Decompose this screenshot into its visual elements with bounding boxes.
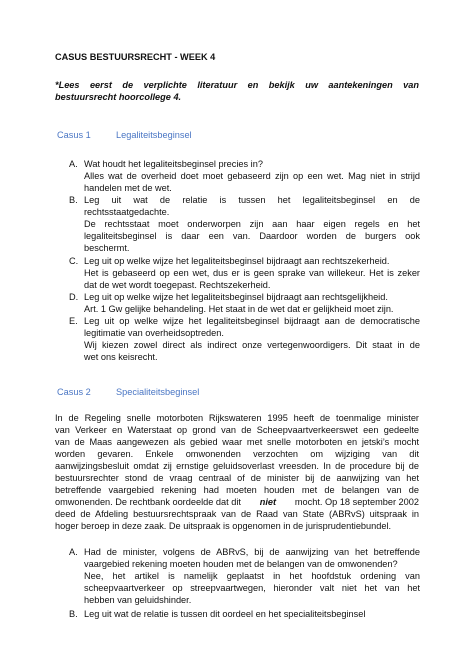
casus1-e-line: Leg uit op welke wijze het legaliteitsbeginsel bijdraagt aan de democratische: [84, 316, 420, 326]
casus1-b-line: legaliteitsbeginsel is daar een van. Daardoor worden de burgers ook: [84, 231, 420, 241]
casus1-label: Casus 1: [57, 130, 91, 140]
casus2-paragraph-line: betreffende vaargebied rekening had moeten houden met de belangen van de: [55, 485, 419, 495]
intro-line-2: bestuursrecht hoorcollege 4.: [55, 92, 182, 102]
casus2-a-line: vaargebied rekening moeten houden met de belangen van de omwonenden?: [84, 559, 398, 569]
casus2-paragraph-line: van Verkeer en Waterstaat op grond van de Scheepvaartverkeerswet een gedeelte: [55, 425, 419, 435]
casus2-paragraph-line: aanwijzingsbesluit omdat zij ernstige geluidsoverlast vreesden. In de procedure bij de: [55, 461, 419, 471]
casus2-label: Casus 2: [57, 387, 91, 397]
casus1-a-line: handelen met de wet.: [84, 183, 172, 193]
casus2-b-line: Leg uit wat de relatie is tussen dit oordeel en het specialiteitsbeginsel: [84, 609, 366, 619]
casus2-paragraph-line: hoger beroep in deze zaak. De uitspraak is opgenomen in de jurisprudentiebundel.: [55, 521, 392, 531]
casus1-a-marker: A.: [69, 159, 78, 169]
casus1-c-line: dat de wet wordt toegepast. Rechtszekerheid.: [84, 280, 271, 290]
casus1-b-line: Leg uit wat de relatie is tussen het legaliteitsbeginsel en de: [84, 195, 420, 205]
casus2-b-marker: B.: [69, 609, 78, 619]
paragraph-fragment: mocht. Op 18 september 2002: [294, 497, 419, 507]
casus2-paragraph-line: bestuursrechter stond de vraag centraal of de minister bij de aanwijzing van het: [55, 473, 419, 483]
casus1-b-line: beschermt.: [84, 243, 130, 253]
casus2-paragraph-line: In de Regeling snelle motorboten Rijkswateren 1995 heeft de toenmalige minister: [55, 413, 419, 423]
casus1-b-line: rechtsstaatgedachte.: [84, 207, 170, 217]
casus2-subject: Specialiteitsbeginsel: [116, 387, 200, 397]
casus1-b-line: De rechtsstaat moet onderworpen zijn aan haar eigen regels en het: [84, 219, 420, 229]
casus2-paragraph-line: worden gevaren. Enkele omwonenden verzochten om wijziging van dit: [55, 449, 419, 459]
casus1-e-marker: E.: [69, 316, 78, 326]
casus1-e-line: wet ons keisrecht.: [84, 352, 158, 362]
casus1-d-marker: D.: [69, 292, 79, 302]
casus1-a-line: Alles wat de overheid doet moet gebaseerd zijn op een wet. Mag niet in strijd: [84, 171, 420, 181]
casus2-a-marker: A.: [69, 547, 78, 557]
intro-line-1: *Lees eerst de verplichte literatuur en bekijk uw aantekeningen van: [55, 80, 419, 90]
casus2-paragraph-line: van de Maas aangewezen als gebied waar met snelle motorboten en jetski’s mocht: [55, 437, 419, 447]
emphasis-niet: niet: [259, 497, 277, 507]
casus1-e-line: legitimatie van overheidsoptreden.: [84, 328, 224, 338]
casus2-a-line: Nee, het artikel is namelijk geplaatst in het hoofdstuk ordening van: [84, 571, 420, 581]
casus2-a-line: hebben van geluidshinder.: [84, 595, 192, 605]
casus2-a-line: scheepvaartverkeer op streepvaartwegen, hieronder valt niet het van het: [84, 583, 420, 593]
casus1-c-marker: C.: [69, 256, 79, 266]
casus1-d-line: Art. 1 Gw gelijke behandeling. Het staat in de wet dat er gelijkheid moet zijn.: [84, 304, 394, 314]
casus1-b-marker: B.: [69, 195, 78, 205]
casus1-e-line: Wij kiezen zowel direct als indirect onze vertegenwoordigers. Dit staat in de: [84, 340, 420, 350]
casus1-subject: Legaliteitsbeginsel: [116, 130, 192, 140]
casus2-paragraph-line-mixed: [55, 497, 419, 508]
casus1-c-line: Het is gebaseerd op een wet, dus er is geen sprake van willekeur. Het is zeker: [84, 268, 420, 278]
paragraph-fragment: omwonenden. De rechtbank oordeelde dat dit: [55, 497, 241, 507]
casus1-c-line: Leg uit op welke wijze het legaliteitsbeginsel bijdraagt aan rechtszekerheid.: [84, 256, 390, 266]
casus1-a-line: Wat houdt het legaliteitsbeginsel precies in?: [84, 159, 263, 169]
page-title: CASUS BESTUURSRECHT - WEEK 4: [55, 52, 216, 62]
casus2-a-line: Had de minister, volgens de ABRvS, bij de aanwijzing van het betreffende: [84, 547, 420, 557]
casus1-d-line: Leg uit op welke wijze het legaliteitsbeginsel bijdraagt aan rechtsgelijkheid.: [84, 292, 388, 302]
casus2-paragraph-line: deed de Afdeling bestuursrechtspraak van de Raad van State (ABRvS) uitspraak in: [55, 509, 419, 519]
